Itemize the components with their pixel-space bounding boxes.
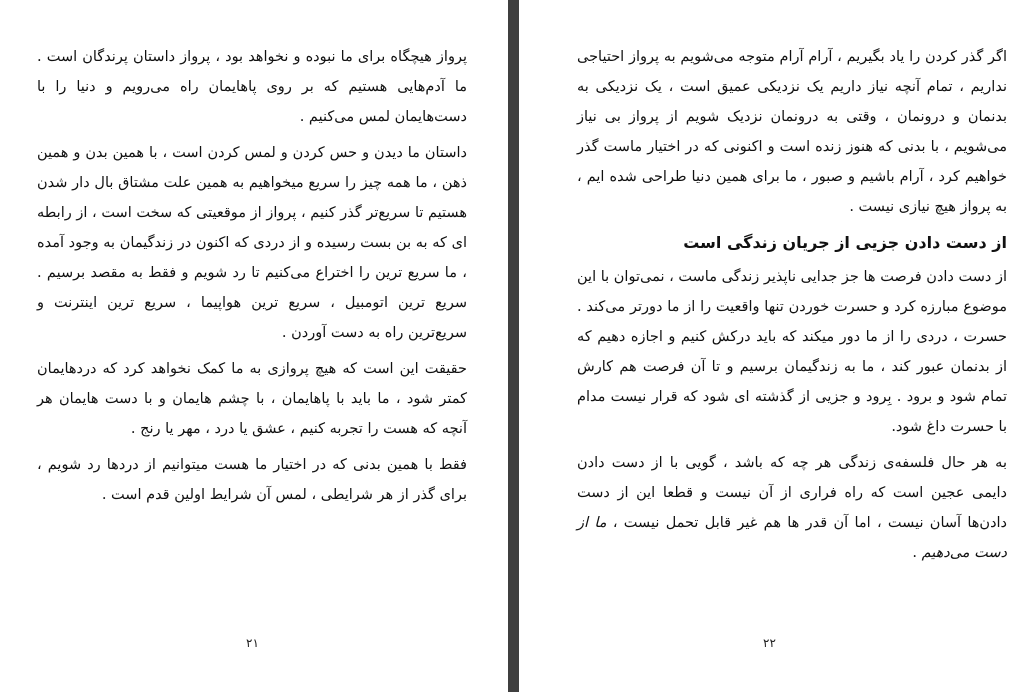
right-paragraph-3 [577,448,1007,568]
left-paragraph-4: فقط با همین بدنی که در اختیار ما هست میتوانیم از دردها رد شویم ، برای گذر از هر شرایطی ، لمس آن شرایط اولین قدم است . [37,457,467,503]
right-paragraph-3-emphasis: ما از دست می‌دهیم [577,515,1007,561]
right-page-text [577,42,1007,574]
section-heading: از دست دادن جزیی از جریان زندگی است [683,233,1007,252]
right-page-number: ۲۲ [763,636,776,650]
left-page-text [37,42,467,516]
right-paragraph-3-lead: به هر حال فلسفه‌ی زندگی هر چه که باشد ، گویی با از دست دادن دایمی عجین است که راه فراری از آن نیست و قطعا این از دست دادن‌ها آسان نیست ، اما آن قدر ها هم غیر قابل تحمل نیست ، [577,455,1008,531]
right-paragraph-3-end: . [912,545,922,561]
left-paragraph-1: پرواز هیچگاه برای ما نبوده و نخواهد بود ، پرواز داستان پرندگان است . ما آدم‌هایی هستیم که بر روی پاهایمان راه می‌رویم و دنیا را با دست‌هایمان لمس می‌کنیم . [37,49,467,125]
right-paragraph-2: از دست دادن فرصت ها جز جدایی ناپذیر زندگی ماست ، نمی‌توان با این موضوع مبارزه کرد و حسرت خوردن تنها واقعیت را از ما دورتر می‌کند . حسرت ، دردی را از ما دور میکند که باید درکش کنیم و اجازه دهیم که از بدنمان عبور کند ، ما به زندگیمان برسیم و تا آن فرصت هم کارش تمام شود و برود . بِرود و جزیی از گذشته ای شود که قرار نیست مدام با حسرت داغ شود. [577,269,1007,435]
right-paragraph-1: اگر گذر کردن را یاد بگیریم ، آرام آرام متوجه می‌شویم به پرواز احتیاجی نداریم ، تمام آنچه نیاز داریم یک نزدیکی عمیق است ، یک نزدیکی به بدنمان و درونمان ، وقتی به درونمان نزدیک شویم از پرواز بی نیاز می‌شویم ، با بدنی که هنوز زنده است و اکنونی که در اختیار ماست گذر خواهیم کرد ، آرام باشیم و صبور ، ما برای همین دنیا طراحی شده ایم ، به پرواز هیچ نیازی نیست . [577,49,1007,215]
book-gutter [508,0,519,692]
left-page [0,0,508,692]
left-paragraph-3: حقیقت این است که هیچ پروازی به ما کمک نخواهد کرد که دردهایمان کمتر شود ، ما باید با پاهایمان ، با چشم هایمان و با دست هایمان هر آنچه که هست را تجربه کنیم ، عشق یا درد ، مهر یا رنج . [37,361,467,437]
right-page [519,0,1024,692]
left-page-number: ۲۱ [246,636,259,650]
left-paragraph-2: داستان ما دیدن و حس کردن و لمس کردن است ، با همین بدن و همین ذهن ، ما همه چیز را سریع میخواهیم به همین علت مشتاق بال دار شدن هستیم تا سریع‌تر گذر کنیم ، پرواز از موقعیتی که سخت است ، از رابطه ای که به بن بست رسیده و از دردی که اکنون در زندگیمان به وجود آمده ، ما سریع ترین را اختراع می‌کنیم تا رد شویم و فقط به مقصد برسیم . سریع ترین اتومبیل ، سریع ترین هواپیما ، سریع ترین اینترنت و سریع‌ترین راه به دست آوردن . [37,145,467,341]
